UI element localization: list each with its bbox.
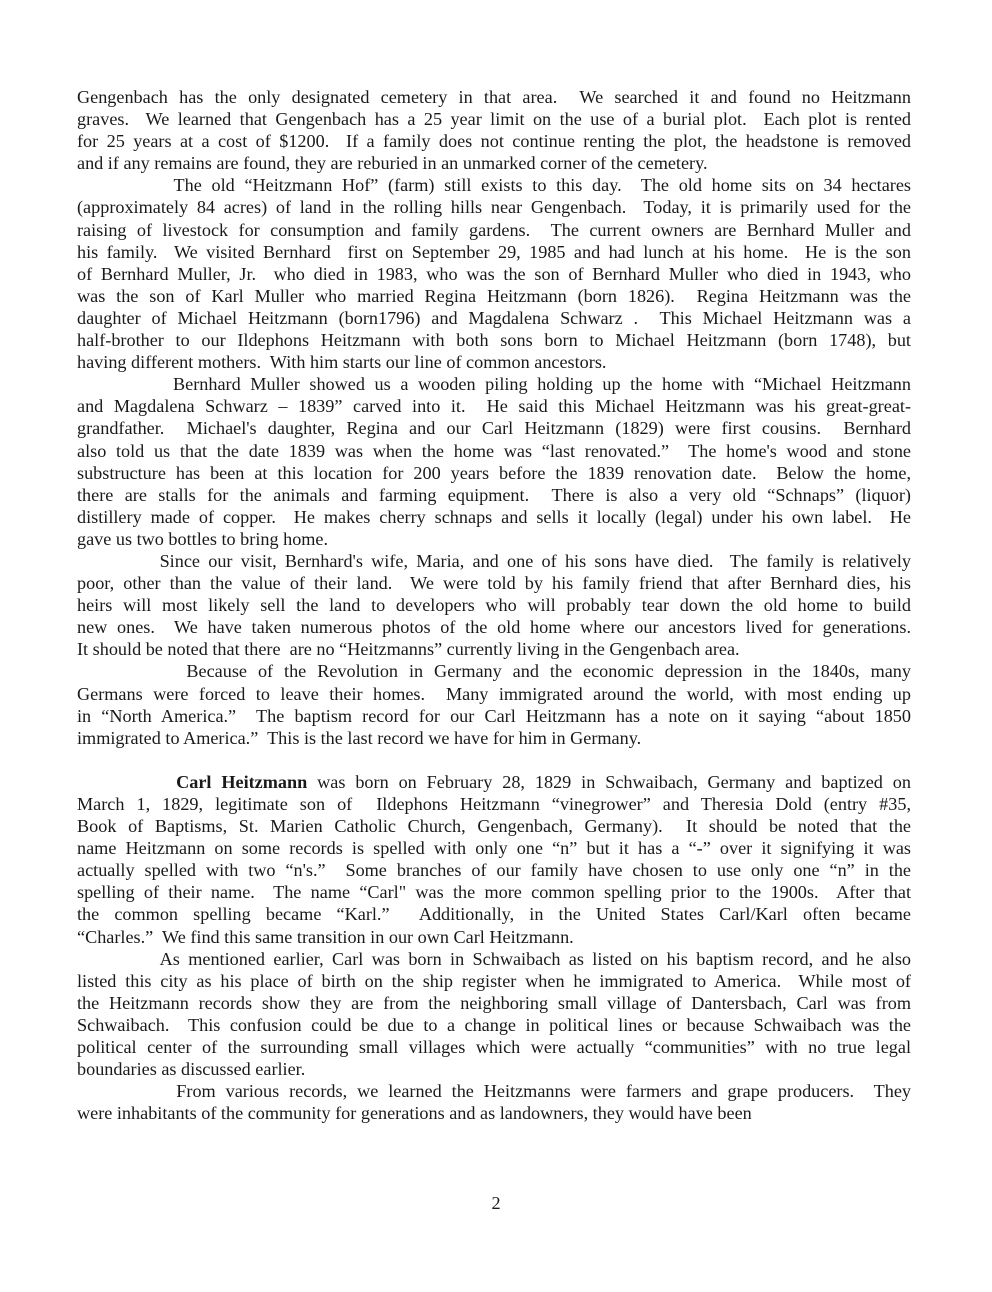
text-line: gave us two bottles to bring home. [77, 528, 329, 549]
text-line: Gengenbach has the only designated cemetery in that area. We searched it and found no Heitzmann [77, 87, 911, 107]
text-line: actually spelled with two “n's.” Some branches of our family have chosen to use only one “n” in the [77, 860, 911, 881]
text-line: heirs will most likely sell the land to developers who will probably tear down the old home to build [77, 595, 911, 616]
text-line: “Charles.” We find this same transition in our own Carl Heitzmann. [77, 926, 574, 947]
page-number: 2 [491, 1193, 501, 1213]
text-line: (approximately 84 acres) of land in the rolling hills near Gengenbach. Today, it is primarily used for the [77, 197, 911, 218]
body-text [77, 86, 911, 1124]
text-line: political center of the surrounding small villages which were actually “communities” with no true legal [77, 1037, 911, 1058]
text-line: the common spelling became “Karl.” Additionally, in the United States Carl/Karl often became [77, 904, 911, 925]
text-line: From various records, we learned the Heitzmanns were farmers and grape producers. They [77, 1081, 911, 1102]
text-line: raising of livestock for consumption and family gardens. The current owners are Bernhard Muller and [77, 219, 911, 240]
text-line: also told us that the date 1839 was when the home was “last renovated.” The home's wood and stone [77, 440, 911, 461]
text-line: March 1, 1829, legitimate son of Ildephons Heitzmann “vinegrower” and Theresia Dold (entry #35, [77, 794, 911, 814]
text-line: Book of Baptisms, St. Marien Catholic Church, Gengenbach, Germany). It should be noted that the [77, 816, 911, 837]
text-line: grandfather. Michael's daughter, Regina and our Carl Heitzmann (1829) were first cousins. Bernhard [77, 418, 911, 439]
text-line: Since our visit, Bernhard's wife, Maria, and one of his sons have died. The family is relatively [77, 550, 911, 571]
text-line: boundaries as discussed earlier. [77, 1059, 306, 1080]
text-line: there are stalls for the animals and farming equipment. There is also a very old “Schnaps” (liquor) [77, 484, 911, 505]
text-line: Germans were forced to leave their homes. Many immigrated around the world, with most ending up [77, 683, 911, 704]
text-line: was the son of Karl Muller who married Regina Heitzmann (born 1826). Regina Heitzmann was the [77, 285, 911, 306]
text-line: Because of the Revolution in Germany and the economic depression in the 1840s, many [77, 661, 911, 682]
text-line: in “North America.” The baptism record for our Carl Heitzmann has a note on it saying “about 1850 [77, 705, 911, 726]
text-line: name Heitzmann on some records is spelled with only one “n” but it has a “-” over it signifying it was [77, 838, 911, 859]
carl-heitzmann-name: Carl Heitzmann [176, 771, 308, 792]
text-line: immigrated to America.” This is the last record we have for him in Germany. [77, 727, 642, 748]
text-line: were inhabitants of the community for generations and as landowners, they would have been [77, 1103, 752, 1124]
text-line: spelling of their name. The name “Carl" was the more common spelling prior to the 1900s. After that [77, 882, 911, 903]
text-line: half-brother to our Ildephons Heitzmann with both sons born to Michael Heitzmann (born 1748), but [77, 330, 911, 351]
carl-intro-rest: was born on February 28, 1829 in Schwaibach, Germany and baptized on [307, 771, 911, 792]
text-line: As mentioned earlier, Carl was born in Schwaibach as listed on his baptism record, and he also [77, 948, 911, 969]
text-line: graves. We learned that Gengenbach has a 25 year limit on the use of a burial plot. Each plot is rented [77, 109, 911, 130]
text-line: poor, other than the value of their land. We were told by his family friend that after Bernhard dies, his [77, 573, 911, 594]
text-line: new ones. We have taken numerous photos of the old home where our ancestors lived for generations. [77, 617, 911, 638]
text-section-bottom [77, 793, 911, 1124]
text-line: Bernhard Muller showed us a wooden piling holding up the home with “Michael Heitzmann [77, 374, 911, 395]
carl-intro-line [77, 771, 911, 793]
text-line: and if any remains are found, they are reburied in an unmarked corner of the cemetery. [77, 153, 708, 174]
text-line: listed this city as his place of birth on the ship register when he immigrated to America. While most of [77, 970, 911, 991]
text-line: of Bernhard Muller, Jr. who died in 1983, who was the son of Bernhard Muller who died in 1943, who [77, 263, 911, 284]
paragraph-gap [77, 749, 911, 771]
text-line: Schwaibach. This confusion could be due to a change in political lines or because Schwaibach was the [77, 1014, 911, 1035]
text-line: It should be noted that there are no “Heitzmanns” currently living in the Gengenbach area. [77, 639, 740, 660]
text-line: daughter of Michael Heitzmann (born1796) and Magdalena Schwarz . This Michael Heitzmann was a [77, 307, 911, 328]
text-line: his family. We visited Bernhard first on September 29, 1985 and had lunch at his home. He is the son [77, 241, 911, 262]
text-line: having different mothers. With him starts our line of common ancestors. [77, 352, 607, 373]
text-line: for 25 years at a cost of $1200. If a family does not continue renting the plot, the headstone is removed [77, 131, 911, 152]
text-line: and Magdalena Schwarz – 1839” carved into it. He said this Michael Heitzmann was his great-great- [77, 396, 911, 417]
text-line: the Heitzmann records show they are from the neighboring small village of Dantersbach, Carl was from [77, 992, 911, 1013]
text-line: The old “Heitzmann Hof” (farm) still exists to this day. The old home sits on 34 hectares [77, 175, 911, 196]
text-line: substructure has been at this location for 200 years before the 1839 renovation date. Below the home, [77, 462, 911, 483]
text-line: distillery made of copper. He makes cherry schnaps and sells it locally (legal) under his own label. He [77, 506, 911, 527]
text-section-top [77, 86, 911, 749]
